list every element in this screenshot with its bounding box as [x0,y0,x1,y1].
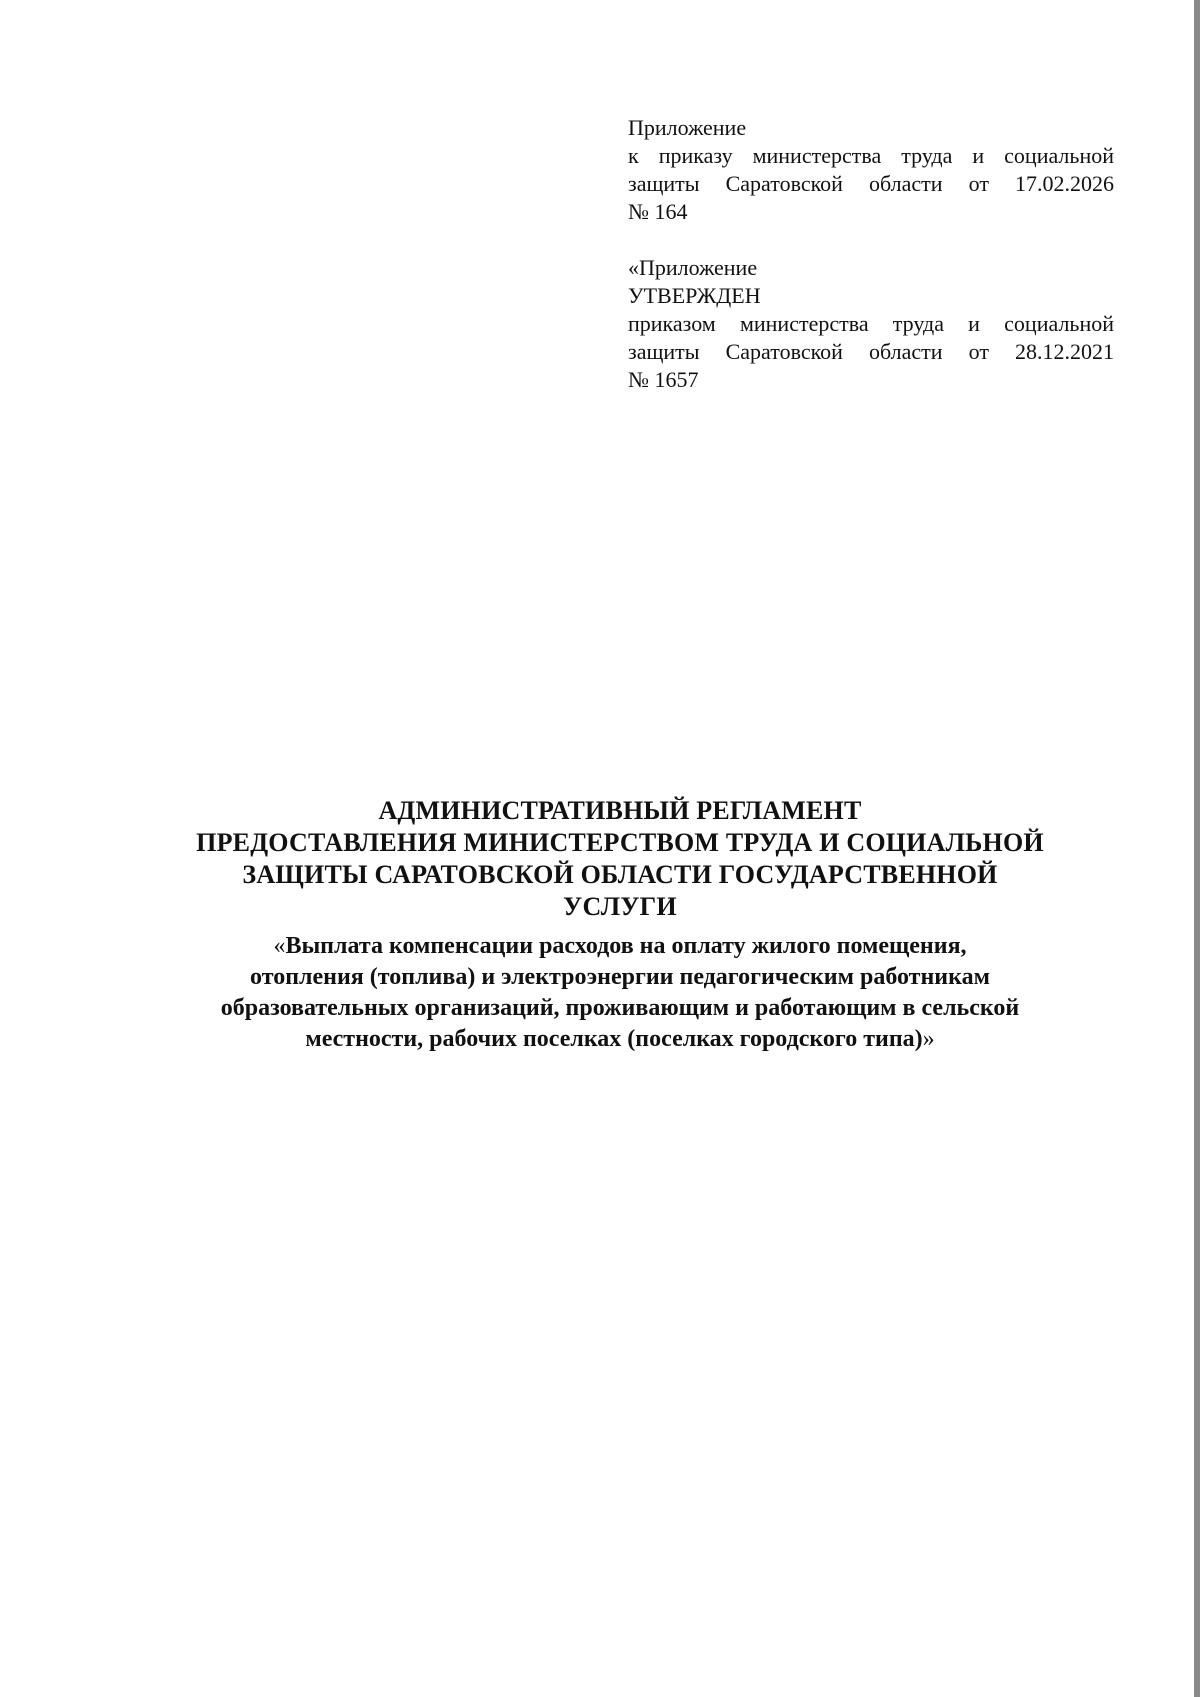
approved-appendix-label: «Приложение [628,255,758,280]
heading-line: ЗАЩИТЫ САРАТОВСКОЙ ОБЛАСТИ ГОСУДАРСТВЕННОЙ [242,860,998,889]
heading-line: УСЛУГИ [563,892,677,921]
service-name-line: отопления (топлива) и электроэнергии педагогическим работникам [250,964,990,990]
heading-line: АДМИНИСТРАТИВНЫЙ РЕГЛАМЕНТ [378,796,862,825]
service-name-text: Выплата компенсации расходов на оплату жилого помещения, [285,933,967,959]
page-edge-border [1194,0,1200,1697]
approved-order-number: № 1657 [628,367,699,392]
appendix-order-text: к приказу министерства труда и социальной [628,143,1114,168]
regulation-heading [140,795,1100,923]
approved-order-date: защиты Саратовской области от 28.12.2021 [628,339,1114,364]
approved-order-text: приказом министерства труда и социальной [628,311,1114,336]
open-quote: « [273,933,286,959]
approved-label: УТВЕРЖДЕН [628,283,761,308]
close-quote: » [922,1026,935,1052]
appendix-header-approved [628,254,1114,394]
appendix-order-date: защиты Саратовской области от 17.02.2026 [628,171,1114,196]
service-name-line [140,931,1100,962]
appendix-label: Приложение [628,115,747,140]
document-title [140,795,1100,1055]
service-name-line: образовательных организаций, проживающим и работающим в сельской [220,995,1020,1021]
appendix-order-number: № 164 [628,199,688,224]
appendix-header-current-order [628,114,1114,226]
heading-line: ПРЕДОСТАВЛЕНИЯ МИНИСТЕРСТВОМ ТРУДА И СОЦИАЛЬНОЙ [196,828,1044,857]
service-name-line [140,1024,1100,1055]
service-name [140,931,1100,1055]
service-name-text: местности, рабочих поселках (поселках городского типа) [305,1026,923,1052]
